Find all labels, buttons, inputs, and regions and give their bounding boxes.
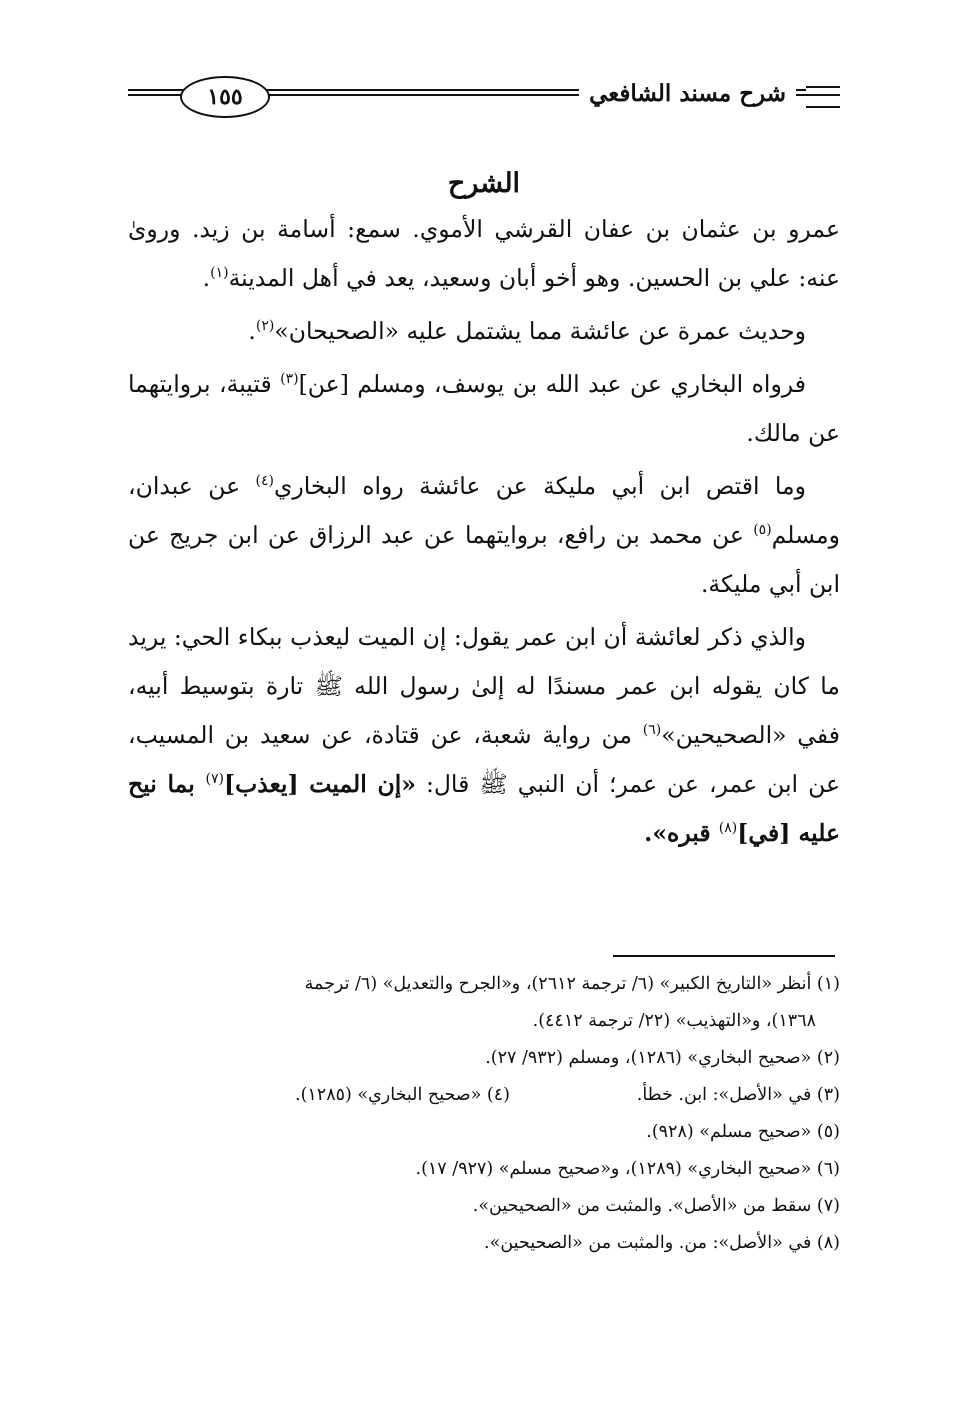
footnote-5: (٥) «صحيح مسلم» (٩٢٨).: [646, 1122, 840, 1142]
paragraph-3-text-a: فرواه البخاري عن عبد الله بن يوسف، ومسلم [عن]: [298, 370, 806, 398]
paragraph-1-text: عمرو بن عثمان بن عفان القرشي الأموي. سمع: أسامة بن زيد. وروىٰ عنه: علي بن الحسين. وهو أخو أبان وسعيد، يعد في أهل المدينة: [128, 215, 840, 292]
footnote-ref-6: (٦): [642, 722, 662, 739]
hadith-quote-a: «إن الميت [يعذب]: [224, 770, 416, 798]
paragraph-4-text-b: عن عبدان، ومسلم: [128, 472, 840, 549]
section-title: الشرح: [447, 168, 521, 199]
paragraph-3: [128, 360, 840, 458]
footnote-6: (٦) «صحيح البخاري» (١٢٨٩)، و«صحيح مسلم» (٩٢٧/ ١٧).: [415, 1159, 840, 1179]
paragraph-5-text-a: والذي ذكر لعائشة أن ابن عمر يقول: إن الميت ليعذب ببكاء الحي: يريد ما كان يقوله ابن عمر مسندًا له إلىٰ رسول الله ﷺ تارة بتوسيط أبيه، ففي «الصحيحين»: [128, 623, 840, 749]
paragraph-5: [128, 613, 840, 858]
footnote-ref-4: (٤): [255, 473, 274, 490]
paragraph-2: [128, 307, 840, 356]
book-title: شرح مسند الشافعي: [579, 80, 796, 107]
paragraph-4-text-c: عن محمد بن رافع، بروايتهما عن عبد الرزاق عن ابن جريج عن ابن أبي مليكة.: [128, 521, 840, 598]
footnote-3: (٣) في «الأصل»: ابن. خطأ.: [636, 1085, 840, 1105]
footnote-3-4-row: [128, 1077, 840, 1114]
hadith-quote-b: بما نيح عليه [في]: [128, 770, 840, 847]
footnote-8: (٨) في «الأصل»: من. والمثبت من «الصحيحين».: [484, 1233, 840, 1253]
footnote-1-line-a: (١) أنظر «التاريخ الكبير» (٦/ ترجمة ٢٦١٢)، و«الجرح والتعديل» (٦/ ترجمة: [304, 974, 840, 994]
hadith-quote-c: قبره».: [644, 819, 719, 847]
footnote-4: (٤) «صحيح البخاري» (١٢٨٥).: [295, 1085, 510, 1105]
footnote-separator: [613, 955, 835, 957]
page-number: ١٥٥: [180, 76, 270, 118]
footnote-2: (٢) «صحيح البخاري» (١٢٨٦)، ومسلم (٩٣٢/ ٢٧).: [485, 1048, 840, 1068]
paragraph-3-text-b: قتيبة، بروايتهما عن مالك.: [128, 370, 840, 447]
paragraph-4-text-a: وما اقتص ابن أبي مليكة عن عائشة رواه البخاري: [273, 472, 806, 500]
footnote-ref-3: (٣): [280, 371, 299, 388]
paragraph-1-end: .: [202, 264, 211, 292]
footnote-ref-1: (١): [210, 265, 229, 282]
footnote-ref-2: (٢): [255, 318, 275, 335]
footnote-ref-7: (٧): [205, 771, 224, 788]
footnote-7: (٧) سقط من «الأصل». والمثبت من «الصحيحين».: [472, 1196, 840, 1216]
footnotes: [128, 966, 840, 1262]
footnote-ref-8: (٨): [718, 820, 738, 837]
paragraph-5-text-b: من رواية شعبة، عن قتادة، عن سعيد بن المسيب، عن ابن عمر، عن عمر؛ أن النبي ﷺ قال:: [128, 721, 841, 798]
main-text: [128, 168, 840, 862]
paragraph-4: [128, 462, 840, 609]
paragraph-2-text: وحديث عمرة عن عائشة مما يشتمل عليه «الصحيحان»: [274, 317, 806, 345]
paragraph-2-end: .: [248, 317, 256, 345]
footnote-1: [128, 966, 840, 1040]
header-ornament: [806, 86, 840, 108]
running-header: [128, 72, 840, 122]
footnote-1-line-b: ١٣٦٨)، و«التهذيب» (٢٢/ ترجمة ٤٤١٢).: [532, 1011, 816, 1031]
footnote-ref-5: (٥): [753, 522, 772, 539]
paragraph-1: [128, 205, 840, 303]
